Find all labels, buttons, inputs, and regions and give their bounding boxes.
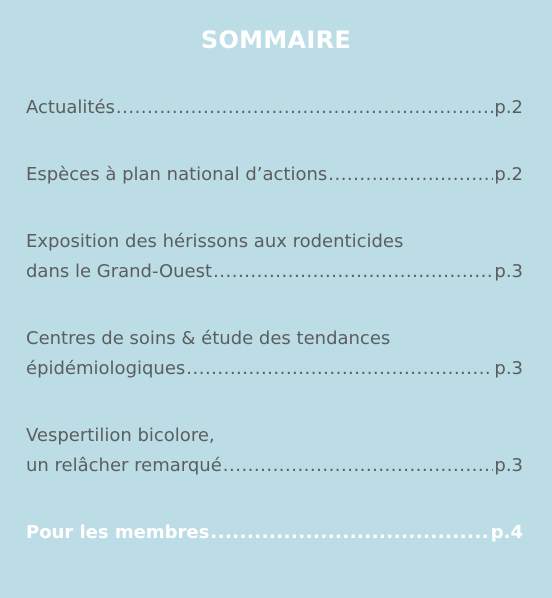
toc-entry-title-line-1: Exposition des hérissons aux rodenticides	[26, 231, 404, 252]
toc-entry-vespertilion[interactable]	[26, 421, 523, 481]
toc-entry-page: p.3	[494, 261, 523, 282]
page-title: SOMMAIRE	[200, 26, 352, 54]
dot-leader	[213, 257, 493, 287]
toc-entry-title-line-1: Vespertilion bicolore,	[26, 425, 215, 446]
toc-entry-line	[26, 451, 523, 481]
toc-entry-title: Pour les membres	[26, 522, 210, 543]
dot-leader	[210, 518, 489, 548]
toc-entry-membres[interactable]	[26, 518, 523, 548]
toc-entry-title-line-1: Centres de soins & étude des tendances	[26, 328, 391, 349]
dot-leader	[186, 354, 493, 384]
toc-entry-line	[26, 257, 523, 287]
toc-entry-title: Espèces à plan national d’actions	[26, 164, 328, 185]
dot-leader	[328, 160, 493, 190]
toc-entry-page: p.4	[490, 522, 523, 543]
toc-entry-page: p.2	[494, 97, 523, 118]
dot-leader	[116, 93, 493, 123]
toc-entry-title-line-2: dans le Grand-Ouest	[26, 261, 213, 282]
toc-entry-page: p.3	[494, 455, 523, 476]
toc-entry-centres-de-soins[interactable]	[26, 324, 523, 384]
toc-entry-title-line-2: épidémiologiques	[26, 358, 186, 379]
toc-entry-actualites[interactable]	[26, 93, 523, 123]
toc-entry-title-line-2: un relâcher remarqué	[26, 455, 222, 476]
table-of-contents	[26, 93, 523, 585]
toc-entry-especes[interactable]	[26, 160, 523, 190]
toc-entry-title: Actualités	[26, 97, 115, 118]
toc-entry-page: p.3	[494, 358, 523, 379]
toc-entry-line	[26, 354, 523, 384]
toc-entry-line	[26, 160, 523, 190]
toc-entry-herissons[interactable]	[26, 227, 523, 287]
toc-entry-line	[26, 93, 523, 123]
toc-entry-line	[26, 518, 523, 548]
dot-leader	[223, 451, 494, 481]
toc-entry-page: p.2	[494, 164, 523, 185]
